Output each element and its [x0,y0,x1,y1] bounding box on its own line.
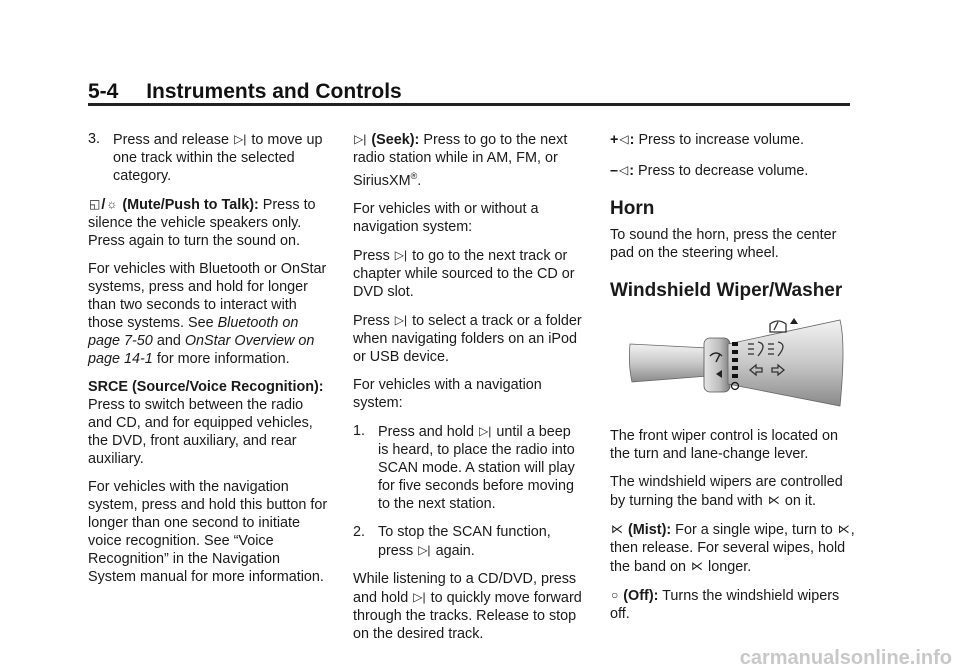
paragraph-text: and [156,333,181,349]
paragraph [610,586,858,623]
paragraph-text: For a single wipe, turn to [675,522,833,538]
paragraph: ◱/☼ (Mute/Push to Talk): Press to silence the vehicle speakers only. Press again to turn the sound on. [88,197,316,249]
item-text: again. [435,542,475,559]
seek-icon: ▷| [394,312,408,327]
seek-icon: ▷| [413,589,426,604]
page-header [88,80,850,104]
paragraph-text: Press [353,247,390,264]
paragraph-text: to quickly move forward through the tracks. Release to stop on the desired track. [353,589,582,642]
mist-wiper-icon: ⋉ [691,559,704,573]
paragraph [353,570,585,643]
paragraph-text: Press to switch between the radio and CD, and for equipped vehicles, the DVD, front auxiliary, and rear auxiliary. [88,397,313,467]
term-label: (Mist): [628,522,672,538]
paragraph [88,260,328,368]
paragraph-text: to go to the next track or chapter while sourced to the CD or DVD slot. [353,247,575,300]
seek-icon: ▷| [479,423,492,438]
seek-icon: ▷| [354,132,367,146]
paragraph-text: For vehicles with Bluetooth or OnStar systems, press and hold for longer than two seconds to interact with those systems. See [88,261,327,331]
seek-icon: ▷| [418,542,431,557]
paragraph [353,130,585,190]
term-label: SRCE (Source/Voice Recognition): [88,379,324,395]
paragraph-text: on it. [784,493,817,509]
item-text: to move up one track within the selected category. [113,132,323,184]
paragraph: For vehicles with the navigation system, press and hold this button for longer than one second to initiate voice recognition. See “Voice Recognition” in the Navigation System manual for more information. [88,479,328,585]
item-text: Press and hold [378,423,474,440]
paragraph-text: Press to go to the next radio station while in AM, FM, or SiriusXM [353,132,568,189]
paragraph [353,311,585,366]
paragraph-text: , then release. For several wipes, hold the band on [610,522,855,575]
wiper-icon: ⋉ [767,493,780,507]
column-2 [353,130,585,653]
off-icon: ○ [611,588,619,602]
paragraph-text: Turns the windshield wipers off. [610,588,840,622]
paragraph: For vehicles with a navigation system: [353,376,542,411]
term-label: (Off): [623,588,659,604]
item-text: until a beep is heard, to place the radio into SCAN mode. A station will play for five seconds before moving to the next station. [378,423,575,512]
paragraph-text: longer. [708,559,752,575]
paragraph: The front wiper control is located on the turn and lane-change lever. [610,428,838,462]
paragraph-text: for more information. [156,351,290,367]
term-label: (Seek): [371,132,420,148]
paragraph-text: to select a track or a folder when navigating folders on an iPod or USB device. [353,312,582,365]
paragraph-text: Press to increase volume. [638,132,805,148]
term-label: (Mute/Push to Talk): [122,197,259,213]
watermark: carmanualsonline.info [739,647,952,669]
section-number: 5-4 [88,80,119,103]
cross-reference-link[interactable]: Bluetooth on page 7-50 [88,315,299,349]
header-rule [88,103,850,106]
horn-heading: Horn [610,198,655,219]
mute-icon: ◱ [89,197,101,211]
volume-down-row: –◁: Press to decrease volume. [610,163,809,179]
list-item [88,130,328,185]
wiper-heading: Windshield Wiper/Washer [610,280,843,301]
item-number: 2. [353,523,366,540]
seek-icon: ▷| [394,247,408,262]
paragraph-text: While listening to a CD/DVD, press and hold [353,570,577,606]
item-number: 3. [88,131,101,147]
paragraph-text: The windshield wipers are controlled by turning the band with [610,474,843,509]
paragraph-text: Press [353,312,390,329]
registered-mark: ® [410,171,418,181]
paragraph: For vehicles with or without a navigation system: [353,200,539,235]
list-item [353,422,585,513]
volume-up-row: +◁: Press to increase volume. [610,132,805,148]
paragraph [88,378,328,468]
minus-symbol: – [610,163,619,179]
paragraph [610,473,858,510]
section-title: Instruments and Controls [146,80,402,103]
column-3 [610,130,858,633]
list-item [353,523,585,560]
item-text: To stop the SCAN function, press [378,523,551,559]
seek-icon: ▷| [234,132,247,146]
wiper-lever-illustration [628,314,858,415]
speaker-icon: ◁ [619,132,629,146]
speaker-icon: ◁ [619,163,629,177]
mist-wiper-icon: ⋉ [611,522,623,536]
item-text: Press and release [113,132,229,148]
plus-symbol: + [610,132,619,148]
paragraph [353,246,585,301]
mist-wiper-icon: ⋉ [837,522,850,536]
item-number: 1. [353,422,366,439]
paragraph-text: . [417,172,422,189]
column-1 [88,130,328,596]
paragraph-text: Press to decrease volume. [638,163,809,179]
washer-icon [770,321,786,332]
push-to-talk-icon: ☼ [106,197,118,211]
cross-reference-link[interactable]: OnStar Overview on page 14-1 [88,333,315,367]
paragraph: To sound the horn, press the center pad on the steering wheel. [610,227,837,261]
paragraph-text: Press to silence the vehicle speakers only. Press again to turn the sound on. [88,197,316,249]
paragraph [610,520,858,576]
